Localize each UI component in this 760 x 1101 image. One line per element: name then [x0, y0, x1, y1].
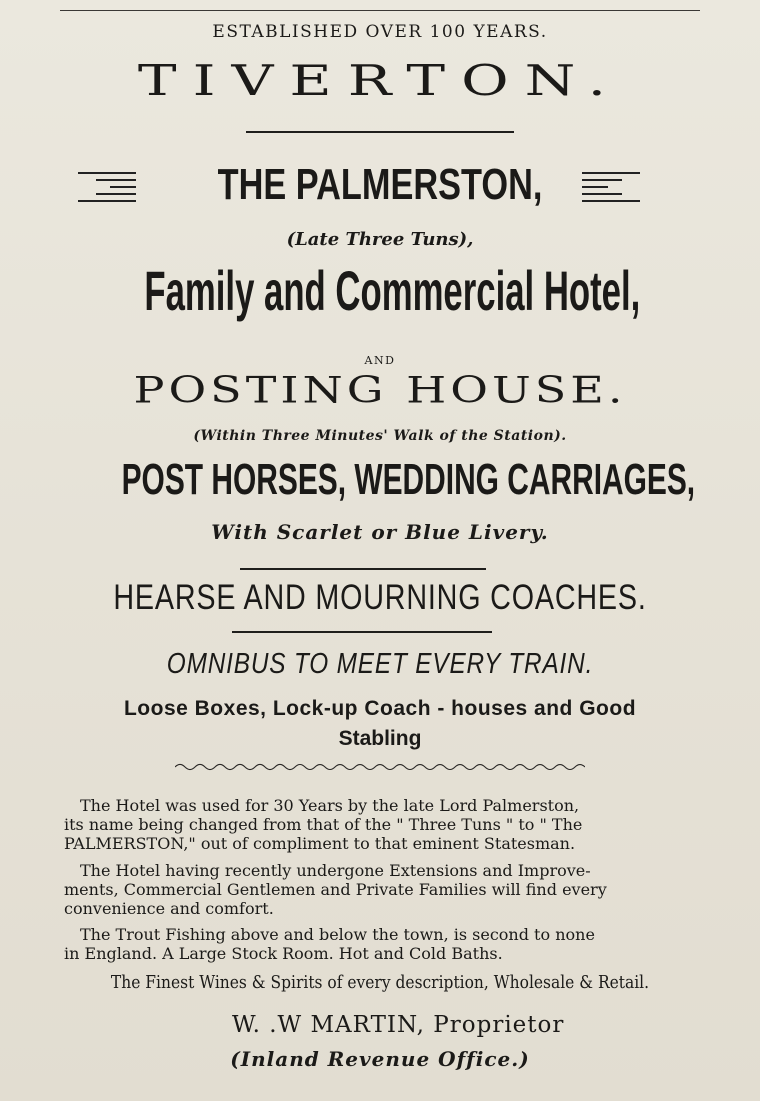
inland-revenue-line: (Inland Revenue Office.) — [230, 1047, 530, 1071]
paragraph-line: The Hotel having recently undergone Extensions and Improve- — [80, 861, 591, 880]
town-heading: TIVERTON. — [137, 56, 623, 105]
livery-line: With Scarlet or Blue Livery. — [211, 520, 549, 544]
established-line: ESTABLISHED OVER 100 YEARS. — [212, 22, 548, 42]
late-name: (Late Three Tuns), — [286, 229, 474, 250]
hearse-line: HEARSE AND MOURNING COACHES. — [113, 578, 647, 617]
paragraph-improvements — [64, 861, 700, 918]
divider-rule-3 — [232, 631, 492, 633]
posting-house: POSTING HOUSE. — [133, 368, 627, 412]
wavy-divider — [175, 760, 585, 774]
and-word: AND — [364, 354, 396, 367]
post-horses-line: POST HORSES, WEDDING CARRIAGES, — [121, 455, 696, 504]
paragraph-line: PALMERSTON," out of compliment to that eminent Statesman. — [64, 834, 576, 853]
paragraph-line: The Trout Fishing above and below the town, is second to none — [80, 925, 595, 944]
paragraph-line: in England. A Large Stock Room. Hot and Cold Baths. — [64, 944, 503, 963]
right-ornament-dashes — [582, 172, 640, 207]
paragraph-line: ments, Commercial Gentlemen and Private Families will find every — [64, 880, 607, 899]
top-rule — [60, 10, 700, 11]
omnibus-line: OMNIBUS TO MEET EVERY TRAIN. — [166, 648, 594, 680]
paragraph-line: The Hotel was used for 30 Years by the late Lord Palmerston, — [80, 796, 580, 815]
wines-line: The Finest Wines & Spirits of every description, Wholesale & Retail. — [110, 972, 650, 993]
divider-rule-1 — [246, 131, 514, 133]
stabling-line-2: Stabling — [338, 727, 422, 750]
proprietor-line: W. .W MARTIN, Proprietor — [232, 1012, 565, 1038]
location-note: (Within Three Minutes' Walk of the Station). — [193, 428, 567, 444]
paragraph-fishing — [64, 925, 700, 963]
divider-rule-2 — [240, 568, 486, 570]
paragraph-line: its name being changed from that of the " Three Tuns " to " The — [64, 815, 583, 834]
paragraph-history — [64, 796, 700, 853]
stabling-line-1: Loose Boxes, Lock-up Coach - houses and Good — [123, 697, 637, 720]
hotel-type: Family and Commercial Hotel, — [144, 259, 641, 322]
hotel-name: THE PALMERSTON, — [217, 160, 543, 209]
paragraph-line: convenience and comfort. — [64, 899, 274, 918]
